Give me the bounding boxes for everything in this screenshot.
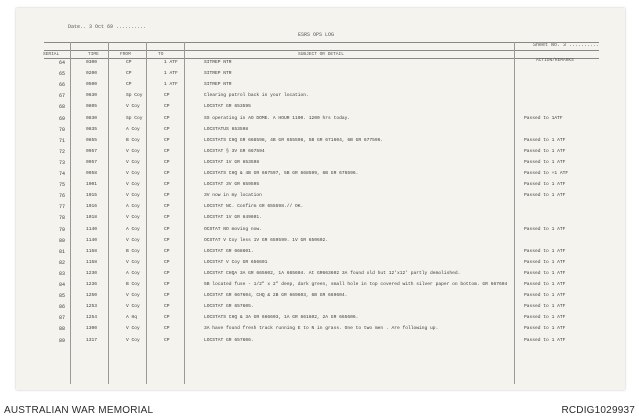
- cell-subject: LOCSTATS CHQ GR 668598, 4B GR 655598, 5B GR 671604, 6B GR 677596.: [204, 137, 384, 143]
- cell-to: CP: [164, 337, 170, 343]
- cell-subject: LOCSTAT 3V GR 659595: [204, 182, 260, 188]
- cell-from: V Coy: [126, 171, 140, 176]
- cell-subject: LOCSTAT CHQA 3A GR 665602, 1A 665604. At GR663602 3A found old hut 12'x12' partly demolished.: [204, 270, 461, 276]
- log-row: [16, 71, 625, 81]
- cell-serial: 65: [59, 71, 66, 78]
- cell-serial: 78: [59, 215, 66, 222]
- log-title: ESRS OPS LOG: [298, 32, 335, 38]
- cell-from: A Hq: [126, 315, 138, 321]
- cell-time: 1015: [86, 193, 98, 199]
- cell-from: V Coy: [126, 159, 140, 165]
- cell-to: CP: [164, 137, 170, 143]
- log-row: [16, 116, 625, 126]
- cell-to: CP: [164, 93, 170, 99]
- cell-from: V Coy: [126, 148, 140, 154]
- log-row: [16, 60, 625, 70]
- cell-to: CP: [164, 159, 170, 165]
- log-row: [16, 338, 625, 348]
- cell-subject: LOCSTAT GR 657606.: [204, 337, 254, 343]
- cell-subject: 3A have found fresh track running E to N in grass. One to two men . Are following up.: [204, 326, 439, 332]
- cell-serial: 77: [59, 204, 66, 211]
- archive-name: AUSTRALIAN WAR MEMORIAL: [4, 405, 154, 416]
- cell-from: V Coy: [126, 259, 140, 265]
- log-row: [16, 160, 625, 170]
- cell-to: CP: [164, 115, 170, 121]
- cell-to: 1 ATF: [164, 71, 178, 77]
- cell-subject: SITREP NTR: [204, 60, 232, 65]
- cell-to: CP: [164, 182, 170, 188]
- cell-time: 0500: [86, 82, 98, 88]
- cell-serial: 86: [59, 304, 66, 311]
- log-row: [16, 93, 625, 103]
- cell-serial: 76: [59, 193, 66, 200]
- cell-subject: OCSTAT NO moving now.: [204, 226, 262, 232]
- cell-from: Sp Coy: [126, 93, 143, 99]
- cell-serial: 74: [59, 171, 66, 177]
- cell-subject: LOCSTATS CHQ & 4B GR 667597, 5B GR 668599, 6B GR 676596.: [204, 171, 359, 176]
- cell-to: CP: [164, 259, 170, 265]
- cell-action: Passed to +1 ATF: [524, 171, 569, 176]
- cell-to: CP: [164, 215, 170, 221]
- cell-serial: 89: [59, 337, 66, 344]
- cell-from: CP: [126, 60, 132, 65]
- cell-action: Passed to 1 ATF: [524, 270, 566, 276]
- cell-time: 0957: [86, 148, 98, 154]
- col-subject: SUBJECT OR DETAIL: [298, 52, 344, 57]
- cell-subject: LOCSTATUS 653598: [204, 126, 249, 132]
- archive-reference: RCDIG1029937: [561, 405, 635, 416]
- log-row: [16, 138, 625, 148]
- cell-time: 1317: [86, 337, 98, 343]
- cell-serial: 70: [59, 126, 66, 133]
- cell-subject: SITREP NTR: [204, 71, 232, 77]
- cell-time: 0958: [86, 171, 98, 176]
- cell-action: Passed to 1 ATF: [524, 226, 566, 232]
- cell-from: V Coy: [126, 193, 140, 199]
- log-row: [16, 82, 625, 92]
- cell-from: B Coy: [126, 248, 140, 254]
- log-row: [16, 204, 625, 214]
- cell-serial: 82: [59, 259, 66, 266]
- log-row: [16, 104, 625, 114]
- cell-to: 1 ATF: [164, 60, 178, 65]
- cell-from: V Coy: [126, 237, 140, 243]
- cell-action: Passed to 1 ATF: [524, 159, 566, 165]
- cell-subject: 3V now in my location: [204, 193, 262, 199]
- cell-subject: SS operating in AO DOME. A HOUR 1100. 1200 hrs today.: [204, 115, 351, 121]
- log-sheet: [16, 8, 625, 390]
- cell-subject: LOCSTAT NC. Confirm GR 655598.// OK.: [204, 204, 304, 210]
- cell-from: Sp Coy: [126, 115, 143, 121]
- cell-time: 1001: [86, 182, 98, 188]
- cell-time: 1236: [86, 282, 98, 287]
- cell-serial: 84: [59, 282, 66, 288]
- log-row: [16, 227, 625, 237]
- header-rule-mid: [44, 50, 599, 51]
- cell-serial: 73: [59, 159, 66, 166]
- cell-subject: Clearing patrol back in your location.: [204, 93, 309, 99]
- cell-to: CP: [164, 204, 170, 210]
- cell-time: 0200: [86, 71, 98, 77]
- cell-serial: 75: [59, 182, 66, 189]
- cell-to: CP: [164, 315, 170, 321]
- cell-from: A Coy: [126, 226, 140, 232]
- cell-subject: LOCSTAT § 3V GR 667594: [204, 148, 265, 154]
- cell-action: Passed to 1 ATF: [524, 148, 566, 154]
- cell-action: Passed to 1 ATF: [524, 259, 566, 265]
- cell-time: 1016: [86, 204, 98, 210]
- log-row: [16, 149, 625, 159]
- cell-serial: 87: [59, 315, 66, 322]
- cell-time: 0300: [86, 60, 98, 65]
- cell-serial: 79: [59, 226, 66, 233]
- cell-to: CP: [164, 326, 170, 332]
- cell-to: CP: [164, 270, 170, 276]
- cell-to: CP: [164, 248, 170, 254]
- cell-from: V Coy: [126, 326, 140, 332]
- cell-time: 1230: [86, 270, 98, 276]
- cell-from: CP: [126, 71, 132, 77]
- cell-from: V Coy: [126, 182, 140, 188]
- log-row: [16, 282, 625, 292]
- cell-time: 1018: [86, 215, 98, 221]
- cell-serial: 64: [59, 60, 66, 66]
- col-serial: SERIAL: [43, 52, 60, 57]
- cell-serial: 67: [59, 93, 66, 100]
- cell-from: CP: [126, 82, 132, 88]
- cell-to: CP: [164, 237, 170, 243]
- cell-time: 0835: [86, 126, 98, 132]
- log-row: [16, 271, 625, 281]
- cell-action: Passed to 1 ATF: [524, 293, 566, 299]
- cell-serial: 85: [59, 293, 66, 300]
- cell-to: CP: [164, 193, 170, 199]
- cell-action: Passed to 1 ATF: [524, 337, 566, 343]
- col-time: TIME: [88, 52, 99, 57]
- cell-time: 1250: [86, 293, 98, 299]
- cell-from: B Coy: [126, 282, 140, 287]
- cell-time: 1140: [86, 226, 98, 232]
- log-row: [16, 182, 625, 192]
- archive-footer: [0, 397, 639, 418]
- cell-to: CP: [164, 282, 170, 287]
- cell-from: V Coy: [126, 104, 140, 110]
- log-row: [16, 260, 625, 270]
- log-row: [16, 171, 625, 181]
- cell-action: Passed to 1 ATF: [524, 326, 566, 332]
- cell-subject: OCSTAT V Coy less 1V GR 659599. 1V GR 650602.: [204, 237, 329, 243]
- sheet-number: Sheet No. 3 ..........: [533, 42, 600, 48]
- cell-time: 1253: [86, 304, 98, 310]
- cell-time: 1140: [86, 237, 98, 243]
- cell-serial: 66: [59, 82, 66, 89]
- cell-subject: SITREP NTR: [204, 82, 232, 88]
- cell-from: V Coy: [126, 215, 140, 221]
- header-rule-top: [44, 42, 599, 43]
- col-action: ACTION/REMARKS: [536, 58, 574, 63]
- cell-time: 1254: [86, 315, 98, 321]
- log-row: [16, 193, 625, 203]
- cell-serial: 83: [59, 270, 66, 277]
- cell-subject: LOCSTAT 1V GR 649601.: [204, 215, 262, 221]
- log-row: [16, 293, 625, 303]
- cell-action: Passed to 1 ATF: [524, 182, 566, 188]
- cell-subject: LOCSTAT GR 668601.: [204, 248, 254, 254]
- date-field: Date.. 3 Oct 69 ..........: [68, 24, 147, 30]
- cell-from: V Coy: [126, 304, 140, 310]
- cell-serial: 72: [59, 148, 66, 155]
- cell-action: Passed to 1 ATF: [524, 248, 566, 254]
- cell-action: Passed to 1 ATF: [524, 282, 566, 287]
- cell-time: 0855: [86, 137, 98, 143]
- cell-serial: 68: [59, 104, 66, 111]
- cell-to: CP: [164, 293, 170, 299]
- cell-action: Passed to 1 ATF: [524, 315, 566, 321]
- cell-from: V Coy: [126, 337, 140, 343]
- cell-action: Passed to 1 ATF: [524, 137, 566, 143]
- cell-to: CP: [164, 148, 170, 154]
- cell-from: A Coy: [126, 126, 140, 132]
- cell-time: 0957: [86, 159, 98, 165]
- cell-to: CP: [164, 126, 170, 132]
- cell-time: 0805: [86, 104, 98, 110]
- cell-time: 0630: [86, 93, 98, 99]
- cell-subject: LOCSTAT GR 653595: [204, 104, 251, 110]
- log-row: [16, 249, 625, 259]
- cell-subject: LOCSTATS CHQ & 3A GR 666603, 1A GR 661602, 2A GR 665606.: [204, 315, 359, 321]
- log-row: [16, 127, 625, 137]
- cell-from: A Coy: [126, 270, 140, 276]
- cell-serial: 71: [59, 137, 66, 144]
- header-rule-bottom: [44, 58, 599, 59]
- cell-from: B Coy: [126, 137, 140, 143]
- cell-serial: 69: [59, 115, 66, 122]
- cell-subject: 5B located fuse - 1/2" x 2" deep, dark green, small hole in top covered with silver paper on bottom. GR 667604: [204, 282, 508, 287]
- cell-time: 1300: [86, 326, 98, 332]
- log-row: [16, 215, 625, 225]
- log-row: [16, 315, 625, 325]
- col-to: TO: [158, 52, 164, 57]
- cell-to: CP: [164, 304, 170, 310]
- log-row: [16, 326, 625, 336]
- col-from: FROM: [120, 52, 131, 57]
- cell-to: CP: [164, 171, 170, 176]
- cell-action: Passed to 1 ATF: [524, 193, 566, 199]
- log-row: [16, 238, 625, 248]
- cell-time: 0830: [86, 115, 98, 121]
- cell-from: A Coy: [126, 204, 140, 210]
- cell-subject: LOCSTAT GR 667604, CHQ & 2B GR 669603, 6B GR 669604.: [204, 293, 348, 299]
- cell-time: 1158: [86, 259, 98, 265]
- cell-to: CP: [164, 104, 170, 110]
- cell-subject: LOCSTAT V Coy GR 656601: [204, 259, 268, 265]
- cell-action: Passed to 1 ATF: [524, 304, 566, 310]
- cell-subject: LOCSTAT 1V GR 653598: [204, 159, 260, 165]
- cell-time: 1158: [86, 248, 98, 254]
- cell-to: CP: [164, 226, 170, 232]
- cell-to: 1 ATF: [164, 82, 178, 88]
- cell-from: V Coy: [126, 293, 140, 299]
- cell-serial: 88: [59, 326, 66, 333]
- log-row: [16, 304, 625, 314]
- cell-subject: LOCSTAT GR 657605.: [204, 304, 254, 310]
- cell-serial: 81: [59, 248, 66, 255]
- cell-serial: 80: [59, 237, 66, 244]
- cell-action: Passed to 1ATF: [524, 115, 563, 121]
